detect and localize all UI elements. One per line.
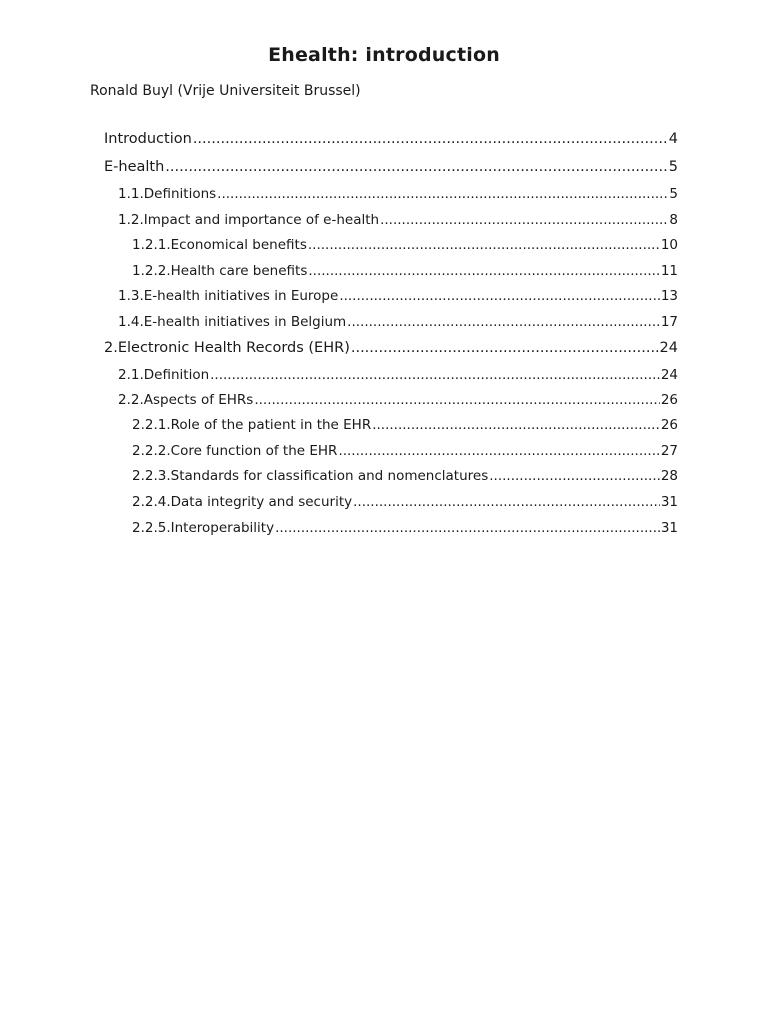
toc-leader-dots xyxy=(372,417,660,433)
toc-entry-label: 1.3.E-health initiatives in Europe xyxy=(118,288,339,304)
toc-entry-page: 24 xyxy=(659,340,678,356)
toc-entry-label: 1.1.Definitions xyxy=(118,186,217,202)
toc-leader-dots xyxy=(254,392,659,408)
toc-entry-page: 8 xyxy=(669,212,678,228)
toc-entry[interactable] xyxy=(132,417,678,433)
toc-leader-dots xyxy=(275,520,660,536)
toc-leader-dots xyxy=(308,263,659,279)
toc-entry[interactable] xyxy=(104,131,678,147)
toc-entry[interactable] xyxy=(104,340,678,356)
toc-entry-page: 5 xyxy=(668,159,678,175)
toc-entry[interactable] xyxy=(118,392,678,408)
toc-entry-label: 2.1.Definition xyxy=(118,367,210,383)
toc-entry[interactable] xyxy=(132,443,678,459)
toc-entry-page: 10 xyxy=(660,237,678,253)
document-author: Ronald Buyl (Vrije Universiteit Brussel) xyxy=(90,83,361,99)
toc-entry[interactable] xyxy=(118,314,678,330)
toc-entry-label: 1.2.Impact and importance of e-health xyxy=(118,212,380,228)
toc-leader-dots xyxy=(339,288,660,304)
toc-entry-page: 26 xyxy=(660,392,678,408)
toc-entry-page: 28 xyxy=(660,468,678,484)
toc-entry-label: 1.4.E-health initiatives in Belgium xyxy=(118,314,347,330)
toc-leader-dots xyxy=(217,186,668,202)
toc-entry-label: E-health xyxy=(104,159,165,175)
toc-entry-page: 4 xyxy=(668,131,678,147)
toc-leader-dots xyxy=(165,159,667,175)
toc-leader-dots xyxy=(353,494,660,510)
toc-entry-page: 13 xyxy=(660,288,678,304)
toc-leader-dots xyxy=(489,468,660,484)
toc-entry-page: 24 xyxy=(660,367,678,383)
toc-entry-label: 2.Electronic Health Records (EHR) xyxy=(104,340,350,356)
toc-entry-label: 2.2.3.Standards for classification and nomenclatures xyxy=(132,468,489,484)
toc-entry[interactable] xyxy=(132,468,678,484)
toc-leader-dots xyxy=(338,443,659,459)
toc-entry[interactable] xyxy=(118,186,678,202)
toc-entry-page: 17 xyxy=(660,314,678,330)
toc-entry-page: 26 xyxy=(660,417,678,433)
toc-entry[interactable] xyxy=(118,212,678,228)
toc-entry[interactable] xyxy=(118,288,678,304)
toc-entry-label: 1.2.1.Economical benefits xyxy=(132,237,307,253)
toc-entry-label: 2.2.5.Interoperability xyxy=(132,520,275,536)
toc-entry[interactable] xyxy=(132,494,678,510)
toc-entry-label: Introduction xyxy=(104,131,192,147)
toc-entry-label: 2.2.1.Role of the patient in the EHR xyxy=(132,417,372,433)
toc-entry[interactable] xyxy=(132,263,678,279)
document-title: Ehealth: introduction xyxy=(268,44,500,66)
toc-entry-label: 2.2.2.Core function of the EHR xyxy=(132,443,338,459)
toc-leader-dots xyxy=(193,131,668,147)
toc-leader-dots xyxy=(380,212,668,228)
toc-entry-label: 2.2.Aspects of EHRs xyxy=(118,392,254,408)
toc-entry[interactable] xyxy=(132,520,678,536)
toc-entry-label: 2.2.4.Data integrity and security xyxy=(132,494,353,510)
toc-entry[interactable] xyxy=(104,159,678,175)
toc-entry-page: 31 xyxy=(660,520,678,536)
toc-leader-dots xyxy=(210,367,660,383)
toc-leader-dots xyxy=(308,237,660,253)
toc-entry-label: 1.2.2.Health care benefits xyxy=(132,263,308,279)
toc-entry-page: 5 xyxy=(669,186,678,202)
toc-entry-page: 11 xyxy=(660,263,678,279)
toc-leader-dots xyxy=(351,340,659,356)
toc-entry[interactable] xyxy=(132,237,678,253)
toc-entry-page: 31 xyxy=(660,494,678,510)
toc-entry[interactable] xyxy=(118,367,678,383)
toc-entry-page: 27 xyxy=(660,443,678,459)
toc-leader-dots xyxy=(347,314,660,330)
